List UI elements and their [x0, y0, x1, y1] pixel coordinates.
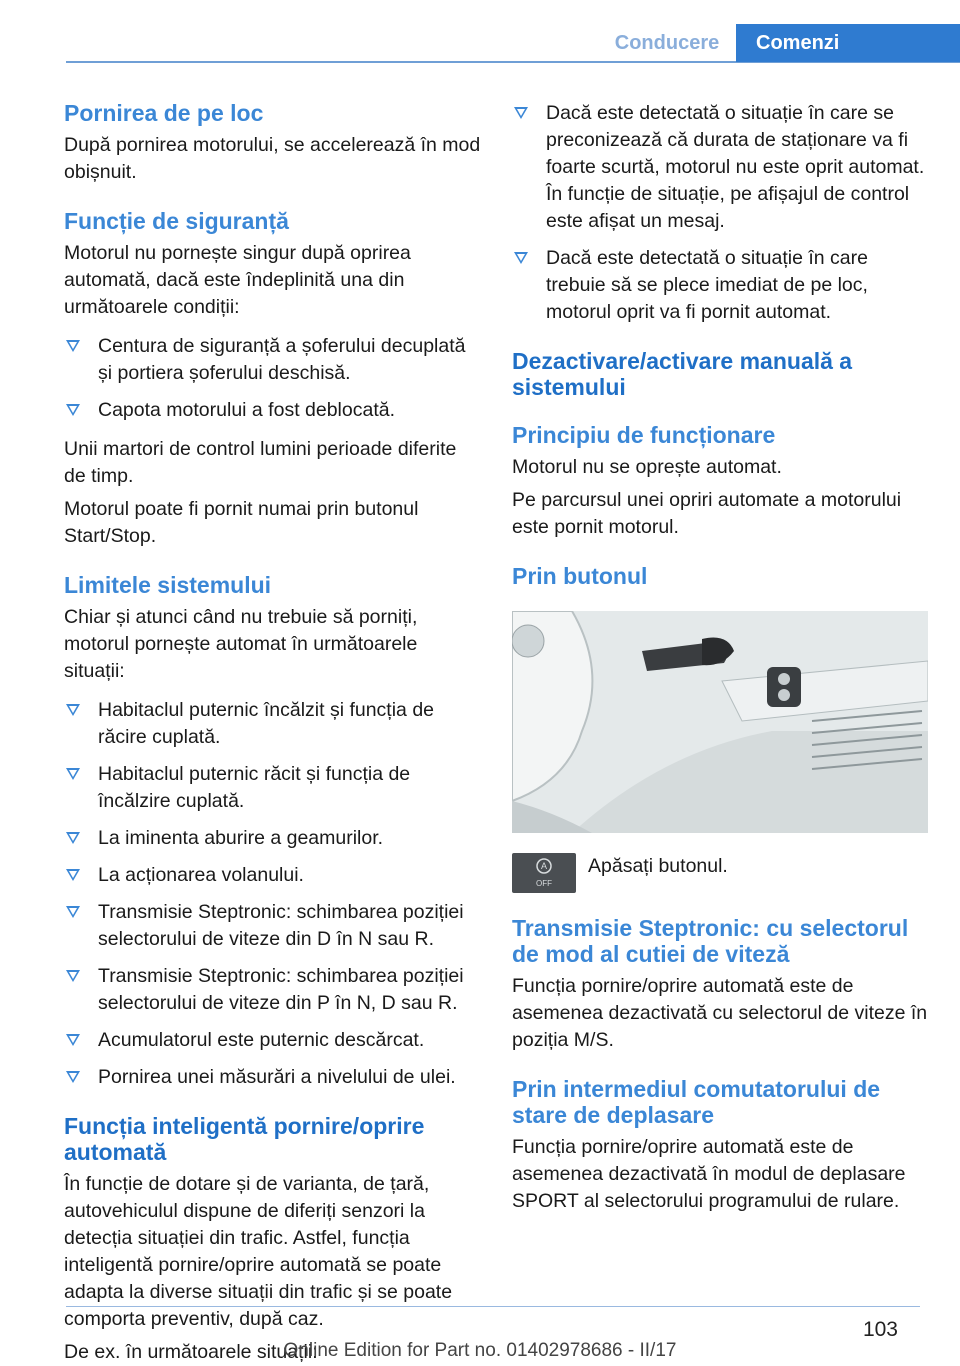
list-item: Dacă este detectată o situație în care se preconizează că durata de staționare va fi foarte scurtă, motorul nu este oprit automat. În funcție de situație, pe afișajul de control este afișat un mesaj. [512, 100, 930, 235]
heading-functia-inteligenta: Funcția inteligentă pornire/oprire automată [64, 1113, 425, 1165]
tab-conducere[interactable]: Conducere [614, 32, 720, 54]
paragraph: Motorul nu se oprește automat. [512, 456, 782, 478]
heading-comutator: Prin intermediul comutatorului de stare de deplasare [512, 1076, 881, 1128]
list-item: La acționarea volanului. [64, 862, 482, 889]
page-number: 103 [862, 1318, 898, 1341]
triangle-bullet-icon [66, 404, 80, 416]
triangle-bullet-icon [66, 869, 80, 881]
triangle-bullet-icon [514, 252, 528, 264]
paragraph: După pornirea motorului, se accelerează în mod obișnuit. [64, 134, 481, 183]
paragraph: Funcția pornire/oprire automată este de asemenea dezactivată cu selectorul de viteze în poziția M/S. [512, 975, 928, 1051]
paragraph: Pe parcursul unei opriri automate a motorului este pornit motorul. [512, 489, 902, 538]
list-item: Transmisie Steptronic: schimbarea poziției selectorului de viteze din D în N sau R. [64, 899, 482, 953]
bullet-list [64, 333, 482, 424]
triangle-bullet-icon [514, 107, 528, 119]
svg-text:A: A [540, 861, 548, 871]
paragraph: Funcția pornire/oprire automată este de asemenea dezactivată în modul de deplasare SPORT al selectorului programului de rulare. [512, 1136, 906, 1212]
triangle-bullet-icon [66, 906, 80, 918]
dashboard-illustration [512, 611, 928, 833]
heading-dezactivare: Dezactivare/activare manuală a sistemului [512, 348, 853, 400]
paragraph: Unii martori de control lumini perioade diferite de timp. [64, 438, 457, 487]
left-column [64, 100, 482, 1366]
button-instruction-text: Apăsați butonul. [588, 855, 728, 877]
right-column [512, 100, 930, 1215]
paragraph: De ex. în următoarele situații: [64, 1341, 318, 1363]
list-item: Habitaclul puternic răcit și funcția de încălzire cuplată. [64, 761, 482, 815]
triangle-bullet-icon [66, 340, 80, 352]
edition-footer: Online Edition for Part no. 01402978686 - II/17 [283, 1340, 677, 1361]
list-item: La iminenta aburire a geamurilor. [64, 825, 482, 852]
paragraph: În funcție de dotare și de varianta, de țară, autovehiculul dispune de diferiți senzori la detecția situației din trafic. Astfel, funcția inteligentă pornire/oprire automată se poate adapta la diverse situații din trafic și se poate comporta preventiv, după caz. [64, 1173, 453, 1330]
bullet-list [64, 697, 482, 1091]
paragraph: Chiar și atunci când nu trebuie să porniți, motorul pornește automat în următoarele situații: [64, 606, 418, 682]
paragraph: Motorul nu pornește singur după oprirea automată, dacă este îndeplinită una din următoarele condiții: [64, 242, 411, 318]
list-item: Dacă este detectată o situație în care trebuie să se plece imediat de pe loc, motorul oprit va fi pornit automat. [512, 245, 930, 326]
footer-rule [66, 1306, 920, 1307]
auto-start-stop-button-icon [512, 853, 576, 893]
heading-principiu: Principiu de funcționare [512, 422, 776, 448]
button-instruction [512, 853, 930, 893]
heading-limitele: Limitele sistemului [64, 572, 272, 598]
auto-off-icon [512, 853, 576, 893]
list-item: Transmisie Steptronic: schimbarea poziției selectorului de viteze din P în N, D sau R. [64, 963, 482, 1017]
heading-pornirea: Pornirea de pe loc [64, 100, 264, 126]
tab-comenzi[interactable]: Comenzi [736, 24, 960, 62]
list-item: Pornirea unei măsurări a nivelului de ulei. [64, 1064, 482, 1091]
triangle-bullet-icon [66, 768, 80, 780]
list-item: Capota motorului a fost deblocată. [64, 397, 482, 424]
triangle-bullet-icon [66, 704, 80, 716]
triangle-bullet-icon [66, 1071, 80, 1083]
triangle-bullet-icon [66, 832, 80, 844]
triangle-bullet-icon [66, 1034, 80, 1046]
triangle-bullet-icon [66, 970, 80, 982]
svg-text:OFF: OFF [536, 879, 552, 888]
bullet-list [512, 100, 930, 326]
list-item: Habitaclul puternic încălzit și funcția de răcire cuplată. [64, 697, 482, 751]
heading-prin-butonul: Prin butonul [512, 563, 648, 589]
dashboard-photo [512, 611, 928, 833]
heading-steptronic: Transmisie Steptronic: cu selectorul de mod al cutiei de viteză [512, 915, 909, 967]
list-item: Centura de siguranță a șoferului decuplată și portiera șoferului deschisă. [64, 333, 482, 387]
paragraph: Motorul poate fi pornit numai prin butonul Start/Stop. [64, 498, 419, 547]
list-item: Acumulatorul este puternic descărcat. [64, 1027, 482, 1054]
heading-functie-siguranta: Funcție de siguranță [64, 208, 289, 234]
